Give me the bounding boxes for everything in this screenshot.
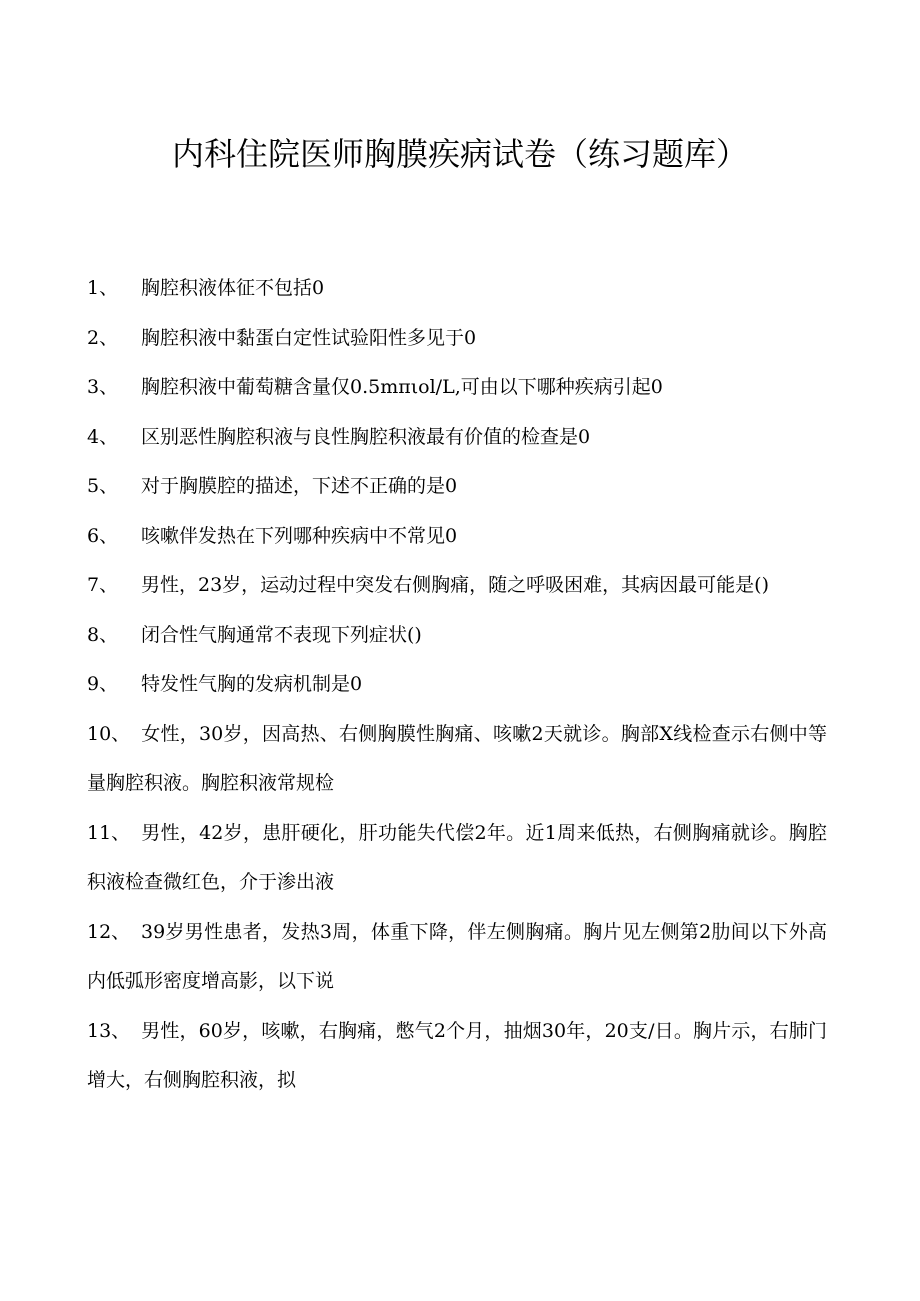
question-number: 7、	[87, 574, 119, 596]
question-text: 咳嗽伴发热在下列哪种疾病中不常见0	[141, 524, 458, 547]
question-number: 6、	[87, 524, 119, 547]
question-item	[87, 809, 827, 908]
question-item	[87, 512, 827, 562]
question-number: 2、	[87, 326, 119, 349]
question-item	[87, 561, 827, 611]
question-list	[87, 264, 827, 1106]
question-text: 胸腔积液中黏蛋白定性试验阳性多见于0	[141, 326, 477, 349]
question-text: 区别恶性胸腔积液与良性胸腔积液最有价值的检查是0	[141, 425, 591, 448]
question-item	[87, 413, 827, 463]
question-number: 5、	[87, 475, 119, 497]
question-number: 1、	[87, 277, 119, 299]
question-text: 胸腔积液体征不包括0	[141, 277, 325, 299]
question-number: 12、	[87, 920, 131, 943]
question-number: 3、	[87, 376, 119, 398]
question-item	[87, 710, 827, 809]
question-text: 闭合性气胸通常不表现下列症状()	[141, 623, 422, 646]
question-item	[87, 264, 827, 314]
question-item	[87, 908, 827, 1007]
question-item	[87, 363, 827, 413]
question-text: 对于胸膜腔的描述，下述不正确的是0	[141, 475, 458, 497]
question-text: 胸腔积液中葡萄糖含量仅0.5mπιol/L,可由以下哪种疾病引起0	[141, 376, 663, 398]
question-number: 4、	[87, 425, 119, 448]
question-item	[87, 462, 827, 512]
question-text: 39岁男性患者，发热3周，体重下降，伴左侧胸痛。胸片见左侧第2肋间以下外高内低弧形密度增高影，以下说	[87, 920, 827, 992]
question-number: 9、	[87, 673, 119, 695]
question-text: 男性，23岁，运动过程中突发右侧胸痛，随之呼吸困难，其病因最可能是()	[141, 574, 770, 596]
question-number: 8、	[87, 623, 119, 646]
question-item	[87, 314, 827, 364]
question-text: 男性，42岁，患肝硬化，肝功能失代偿2年。近1周来低热，右侧胸痛就诊。胸腔积液检查微红色，介于渗出液	[87, 821, 827, 893]
question-item	[87, 660, 827, 710]
question-text: 女性，30岁，因高热、右侧胸膜性胸痛、咳嗽2天就诊。胸部X线检查示右侧中等量胸腔积液。胸腔积液常规检	[87, 722, 827, 794]
question-number: 13、	[87, 1019, 131, 1042]
question-number: 10、	[87, 722, 131, 745]
question-item	[87, 611, 827, 661]
question-text: 男性，60岁，咳嗽，右胸痛，憋气2个月，抽烟30年，20支/日。胸片示，右肺门增大，右侧胸腔积液，拟	[87, 1019, 827, 1091]
question-text: 特发性气胸的发病机制是0	[141, 673, 363, 695]
page-title: 内科住院医师胸膜疾病试卷（练习题库）	[171, 135, 748, 173]
question-number: 11、	[87, 821, 131, 844]
question-item	[87, 1007, 827, 1106]
